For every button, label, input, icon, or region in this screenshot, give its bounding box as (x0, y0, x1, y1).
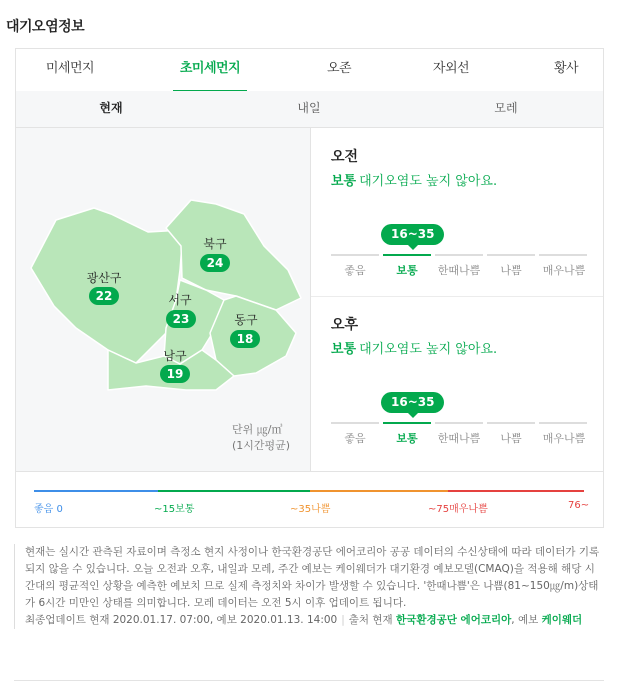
tab-uv[interactable]: 자외선 (432, 61, 470, 76)
region-value-dong: 18 (230, 330, 260, 348)
pollutant-tabs (16, 49, 603, 92)
tab-day-after[interactable]: 모레 (494, 101, 518, 115)
region-label-dong: 동구 (234, 313, 258, 327)
info-notes (14, 544, 601, 629)
forecast-am-desc: 대기오염도 높지 않아요. (359, 174, 498, 189)
forecast-am-range: 16~35 (381, 224, 444, 245)
scale-label: 나쁨 (500, 264, 522, 277)
scale-seg (435, 422, 483, 424)
note-paragraph: 현재는 실시간 관측된 자료이며 측정소 현지 사정이나 한국환경공단 에어코리아 공공 데이터의 수신상태에 따라 데이터가 기록되지 않을 수 있습니다. 오늘 오전과 오후, 내일과 모레, 주간 예보는 케이웨더가 대기환경 예보모델(CMAQ)을 적용해 해당 시간대의 평균적인 상황을 예측한 예보치 므로 실제 측정치와 차이가 발생할 수 있습니다. '한때나쁨'은 나쁨(81~150㎍/m)상태가 6시간 미만인 상태를 의미합니다. 모레 데이터는 오전 5시 이후 업데이트 됩니다. (25, 546, 600, 609)
scale-label-active: 보통 (396, 432, 418, 445)
legend-label-normal: ~15보통 (154, 504, 195, 515)
legend-bar-bad (310, 490, 448, 492)
scale-label: 좋음 (344, 264, 366, 277)
region-label-buk: 북구 (203, 237, 227, 251)
scale-seg (435, 254, 483, 256)
scale-label: 나쁨 (500, 432, 522, 445)
legend-bar-good (34, 490, 158, 492)
forecast-pm-grade: 보통 (331, 342, 357, 357)
legend-label-max: 76~ (568, 500, 590, 511)
legend-label-bad: ~35나쁨 (290, 504, 331, 515)
scale-label: 한때나쁨 (437, 432, 481, 445)
legend-label-very-bad: ~75매우나쁨 (428, 504, 488, 515)
scale-seg (539, 422, 587, 424)
tab-ultrafine-dust[interactable]: 초미세먼지 (173, 49, 247, 91)
scale-seg (331, 422, 379, 424)
scale-seg (487, 254, 535, 256)
scale-label: 좋음 (344, 432, 366, 445)
forecast-pm-status (331, 338, 497, 357)
page-title: 대기오염정보 (6, 19, 85, 35)
scale-label-active: 보통 (396, 264, 418, 277)
tab-tomorrow[interactable]: 내일 (297, 101, 321, 115)
footer-divider (14, 680, 604, 681)
forecast-pm-label: 오후 (331, 317, 359, 333)
forecast-pm-desc: 대기오염도 높지 않아요. (359, 342, 498, 357)
legend-bar-very-bad (448, 490, 584, 492)
tab-fine-dust[interactable]: 미세먼지 (45, 61, 95, 76)
scale-seg (331, 254, 379, 256)
scale-seg-active (383, 254, 431, 256)
region-value-nam: 19 (160, 365, 190, 383)
scale-seg (487, 422, 535, 424)
region-label-gwangsan: 광산구 (86, 271, 122, 285)
scale-seg (539, 254, 587, 256)
tab-now[interactable]: 현재 (99, 101, 123, 115)
region-value-buk: 24 (200, 254, 230, 272)
scale-label: 매우나쁨 (542, 432, 586, 445)
day-tabs (16, 91, 603, 128)
air-quality-panel (15, 48, 604, 528)
tab-yellow-dust[interactable]: 황사 (553, 61, 579, 76)
tab-ozone[interactable]: 오존 (326, 61, 352, 76)
scale-label: 매우나쁨 (542, 264, 586, 277)
region-value-seo: 23 (166, 310, 196, 328)
unit-note: 단위 ㎍/㎥ (1시간평균) (232, 423, 291, 452)
scale-label: 한때나쁨 (437, 264, 481, 277)
forecast-am (311, 128, 603, 296)
region-label-nam: 남구 (163, 349, 187, 363)
forecast-am-label: 오전 (331, 149, 359, 165)
forecast-pm (311, 297, 603, 471)
forecast-am-grade: 보통 (331, 174, 357, 189)
legend-divider (16, 471, 603, 472)
source-link-airkorea[interactable]: 한국환경공단 에어코리아 (396, 614, 512, 626)
legend-label-good: 좋음 0 (34, 504, 63, 515)
legend-bar-normal (158, 490, 310, 492)
region-value-gwangsan: 22 (89, 287, 119, 305)
region-label-seo: 서구 (168, 293, 192, 307)
source-link-kweather[interactable]: 케이웨더 (541, 614, 583, 626)
update-info: 최종업데이트 현재 2020.01.17. 07:00, 예보 2020.01.13. 14:00 | 출처 현재 한국환경공단 에어코리아, 예보 케이웨더 (25, 614, 583, 626)
forecast-pm-range: 16~35 (381, 392, 444, 413)
region-map (16, 128, 311, 471)
forecast-am-status (331, 170, 497, 189)
scale-seg-active (383, 422, 431, 424)
